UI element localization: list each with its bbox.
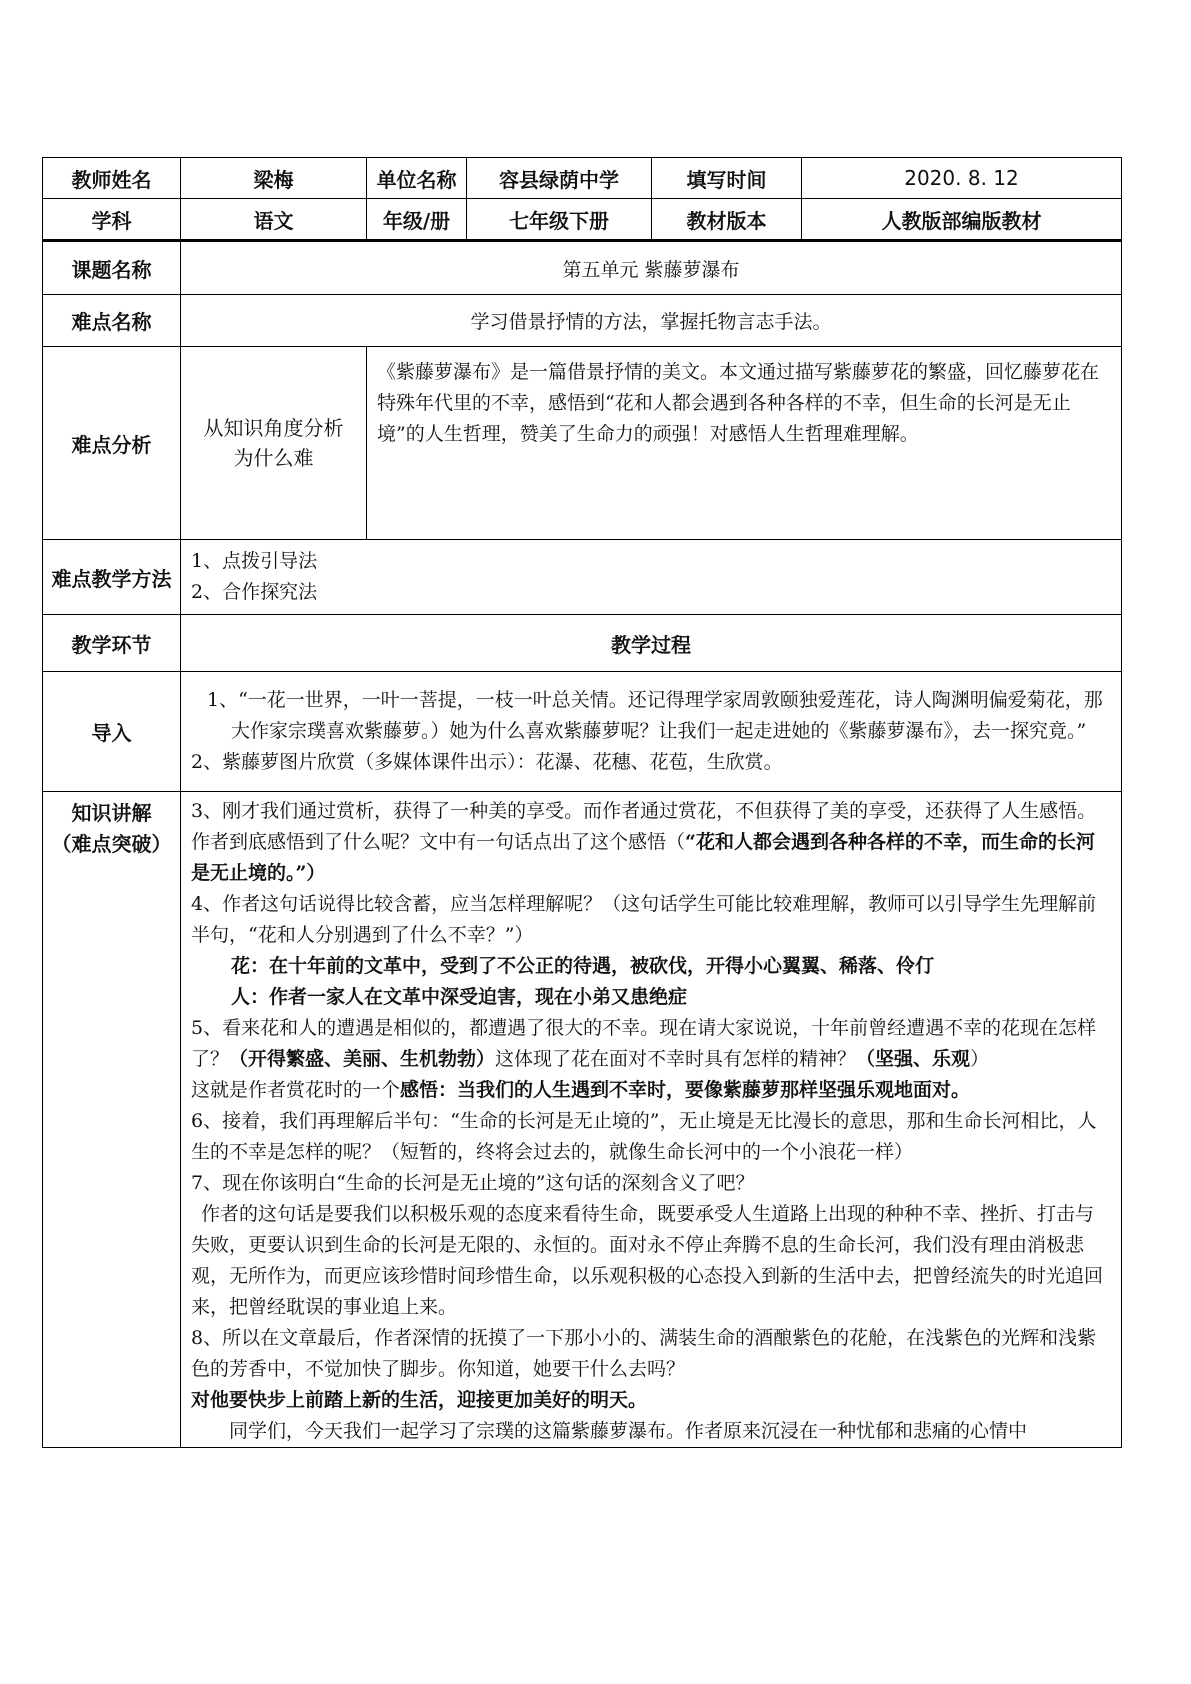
knowledge-p6: 6、接着，我们再理解后半句：“生命的长河是无止境的”，无止境是无比漫长的意思，那和生命长河相比，人生的不幸是怎样的呢？（短暂的，终将会过去的，就像生命长河中的一个小浪花一样） [191,1110,1097,1163]
header-row-1 [43,158,1122,199]
knowledge-row [43,792,1122,1448]
edition-label: 教材版本 [652,199,802,241]
knowledge-p5-d: （坚强、乐观 [856,1048,971,1070]
intro-label: 导入 [43,672,181,792]
difficulty-row [43,295,1122,347]
subject-label: 学科 [43,199,181,241]
knowledge-p3-b: “花和人都会遇到各种各样的不幸，而生命的长河是无止境的。”） [191,831,1095,884]
knowledge-p9: 同学们，今天我们一起学习了宗璞的这篇紫藤萝瀑布。作者原来沉浸在一种忧郁和悲痛的心情中 [229,1420,1028,1442]
knowledge-p5f-b: 感悟：当我们的人生遇到不幸时，要像紫藤萝那样坚强乐观地面对。 [400,1079,971,1101]
analysis-row [43,347,1122,540]
topic-label: 课题名称 [43,241,181,295]
knowledge-content [181,792,1122,1448]
methods-row [43,540,1122,615]
analysis-sub-label: 从知识角度分析为什么难 [181,347,367,540]
subject-value: 语文 [181,199,367,241]
process-row [43,615,1122,672]
grade-label: 年级/册 [367,199,467,241]
methods-label: 难点教学方法 [43,540,181,615]
method-item: 1、点拨引导法 [191,550,318,572]
teacher-label: 教师姓名 [43,158,181,199]
knowledge-p3-a: 3、刚才我们通过赏析，获得了一种美的享受。而作者通过赏花，不但获得了美的享受，还获得了人生感悟。作者到底感悟到了什么呢？文中有一句话点出了这个感悟（ [191,800,1097,853]
knowledge-p8: 8、所以在文章最后，作者深情的抚摸了一下那小小的、满装生命的酒酿紫色的花舱，在浅紫色的光辉和浅紫色的芳香中，不觉加快了脚步。你知道，她要干什么去吗？ [191,1327,1097,1380]
intro-paragraph-2: 2、紫藤萝图片欣赏（多媒体课件出示）：花瀑、花穗、花苞，生欣赏。 [191,751,783,773]
knowledge-p4: 4、作者这句话说得比较含蓄，应当怎样理解呢？（这句话学生可能比较难理解，教师可以引导学生先理解前半句，“花和人分别遇到了什么不幸？”） [191,893,1097,946]
methods-list [181,540,1122,615]
process-label: 教学环节 [43,615,181,672]
knowledge-p5-c: 这体现了花在面对不幸时具有怎样的精神？ [495,1048,857,1070]
method-item: 2、合作探究法 [191,581,318,603]
knowledge-p3 [191,796,1111,889]
lesson-plan-table [42,157,1122,1448]
edition-value: 人教版部编版教材 [802,199,1122,241]
knowledge-label [43,792,181,1448]
teacher-name: 梁梅 [181,158,367,199]
knowledge-p5-e: ） [970,1048,990,1070]
knowledge-p5 [191,1013,1111,1075]
knowledge-flower: 花：在十年前的文革中，受到了不公正的待遇，被砍伐，开得小心翼翼、稀落、伶仃 [231,955,935,977]
knowledge-p8b: 对他要快步上前踏上新的生活，迎接更加美好的明天。 [191,1389,648,1411]
knowledge-p7: 7、现在你该明白“生命的长河是无止境的”这句话的深刻含义了吧？ [191,1172,755,1194]
grade-value: 七年级下册 [467,199,652,241]
knowledge-p7b: 作者的这句话是要我们以积极乐观的态度来看待生命，既要承受人生道路上出现的种种不幸、挫折、打击与失败，更要认识到生命的长河是无限的、永恒的。面对永不停止奔腾不息的生命长河，我们没有理由消极悲观，无所作为，而更应该珍惜时间珍惜生命，以乐观积极的心态投入到新的生活中去，把曾经流失的时光追回来，把曾经耽误的事业追上来。 [191,1203,1104,1318]
intro-paragraph-1: 1、“一花一世界，一叶一菩提，一枝一叶总关情。还记得理学家周敦颐独爱莲花，诗人陶渊明偏爱菊花，那大作家宗璞喜欢紫藤萝。）她为什么喜欢紫藤萝呢？让我们一起走进她的《紫藤萝瀑布》，去一探究竟。” [207,689,1103,742]
unit-name: 容县绿荫中学 [467,158,652,199]
knowledge-label-2: （难点突破） [51,832,172,856]
unit-label: 单位名称 [367,158,467,199]
intro-content [181,672,1122,792]
topic-row [43,241,1122,295]
knowledge-p5f [191,1075,1111,1106]
date-value: 2020. 8. 12 [802,158,1122,199]
knowledge-p5-a: 5、看来花和人的遭遇是相似的，都遭遇了很大的不幸。现在请大家说说，十年前曾经遭遇不幸的花现在怎样了？ [191,1017,1097,1070]
analysis-text: 《紫藤萝瀑布》是一篇借景抒情的美文。本文通过描写紫藤萝花的繁盛，回忆藤萝花在特殊年代里的不幸，感悟到“花和人都会遇到各种各样的不幸，但生命的长河是无止境”的人生哲理，赞美了生命力的顽强！对感悟人生哲理难理解。 [367,347,1122,540]
intro-row [43,672,1122,792]
date-label: 填写时间 [652,158,802,199]
knowledge-p5-b: （开得繁盛、美丽、生机勃勃） [229,1048,496,1070]
topic-value: 第五单元 紫藤萝瀑布 [181,241,1122,295]
header-row-2 [43,199,1122,241]
knowledge-label-1: 知识讲解 [71,801,152,825]
process-value: 教学过程 [181,615,1122,672]
knowledge-p5f-a: 这就是作者赏花时的一个 [191,1079,401,1101]
difficulty-label: 难点名称 [43,295,181,347]
difficulty-value: 学习借景抒情的方法，掌握托物言志手法。 [181,295,1122,347]
knowledge-person: 人：作者一家人在文革中深受迫害，现在小弟又患绝症 [231,986,688,1008]
analysis-label: 难点分析 [43,347,181,540]
